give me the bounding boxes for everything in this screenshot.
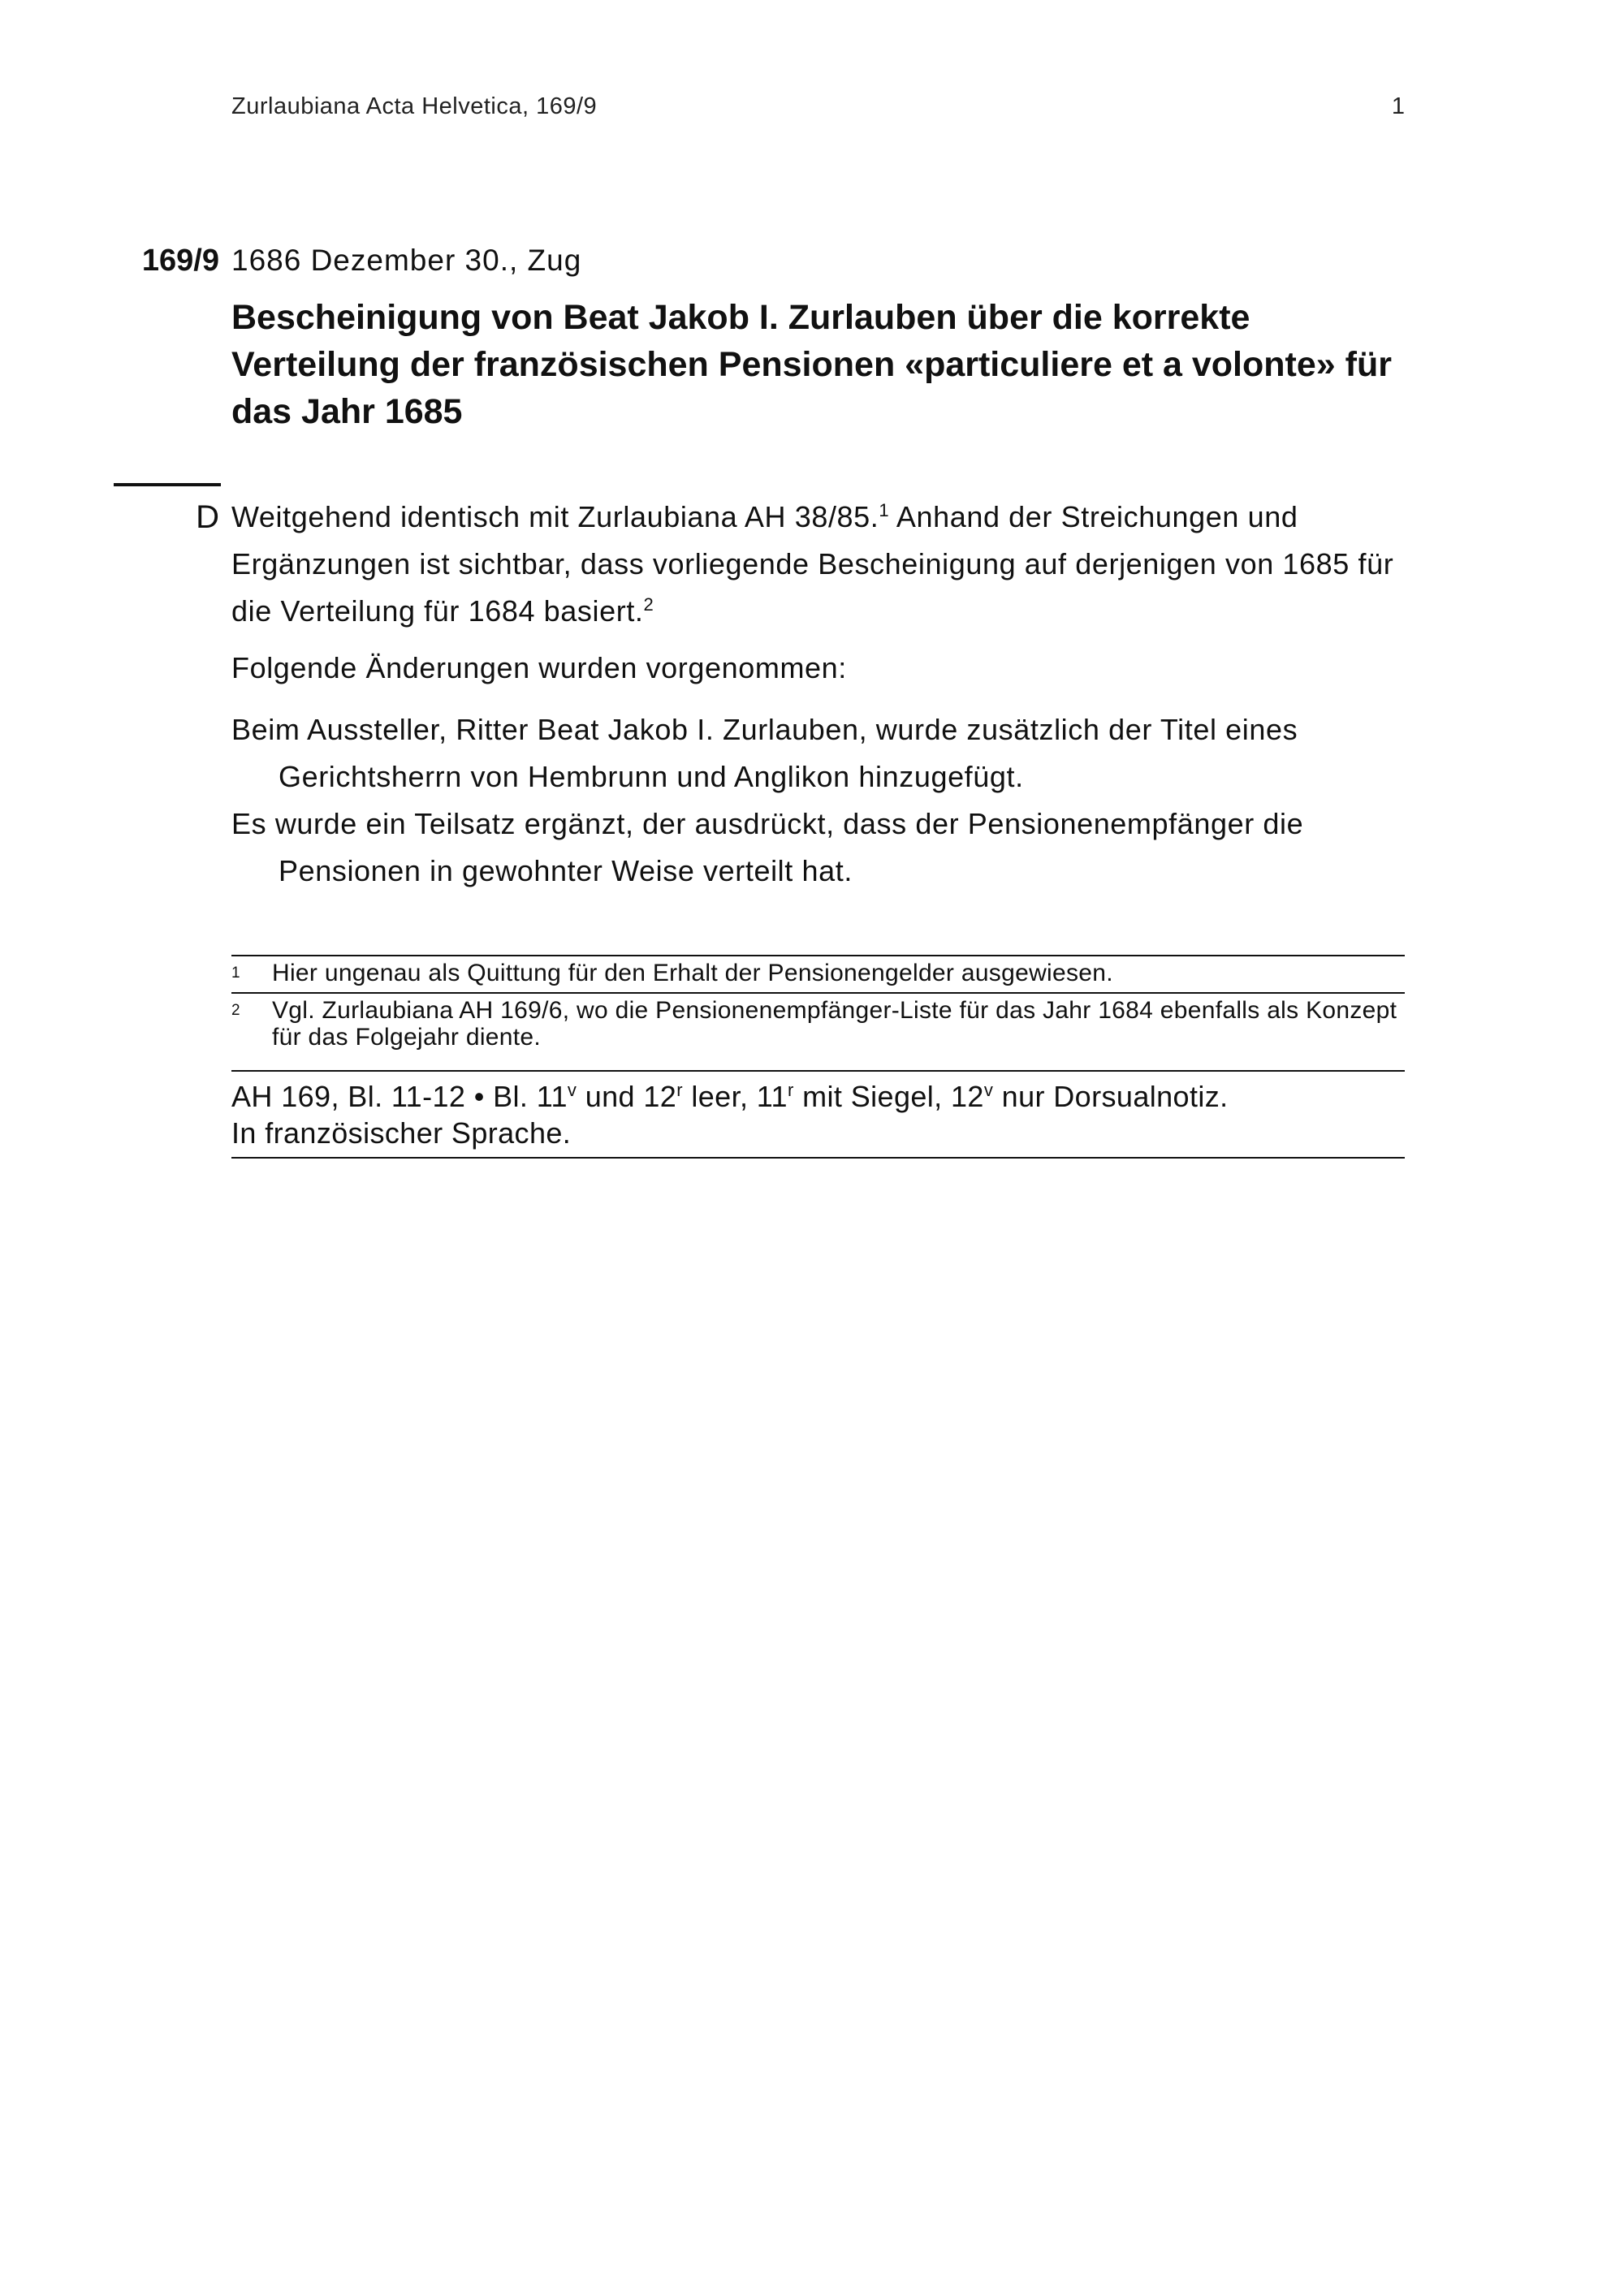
footnote-rule bbox=[231, 992, 1405, 994]
source-line-1 bbox=[231, 1078, 1405, 1115]
description-paragraph bbox=[231, 494, 1401, 635]
footnote-ref-2[interactable]: 2 bbox=[643, 594, 654, 615]
description-text-1: Weitgehend identisch mit Zurlaubiana AH 38/85. bbox=[231, 500, 879, 533]
source-rule-bottom bbox=[231, 1157, 1405, 1159]
source-text-1: AH 169, Bl. 11-12 • Bl. 11 bbox=[231, 1080, 568, 1113]
page-number: 1 bbox=[1391, 93, 1405, 119]
source-text-2: und 12 bbox=[577, 1080, 677, 1113]
source-sup-4: v bbox=[983, 1080, 994, 1100]
source-sup-1: v bbox=[567, 1080, 577, 1100]
section-divider bbox=[114, 483, 221, 486]
footnote-ref-1[interactable]: 1 bbox=[879, 500, 890, 520]
document-date: 1686 Dezember 30., Zug bbox=[231, 244, 582, 277]
footnote-2 bbox=[231, 997, 1405, 1051]
footnote-text-2: Vgl. Zurlaubiana AH 169/6, wo die Pensionenempfänger-Liste für das Jahr 1684 ebenfalls als Konzept für das Folgejahr diente. bbox=[272, 997, 1397, 1051]
footnote-rule bbox=[231, 955, 1405, 956]
source-text-5: nur Dorsualnotiz. bbox=[993, 1080, 1229, 1113]
source-sup-3: r bbox=[787, 1080, 794, 1100]
source-text-4: mit Siegel, 12 bbox=[793, 1080, 984, 1113]
change-item-1: Beim Aussteller, Ritter Beat Jakob I. Zurlauben, wurde zusätzlich der Titel eines Gerichtsherrn von Hembrunn und Anglikon hinzugefügt. bbox=[231, 713, 1298, 793]
description-text-2: Anhand der Streichungen und Ergänzungen ist sichtbar, dass vorliegende Bescheinigung auf derjenigen von 1685 für die Verteilung für 1684 basiert. bbox=[231, 500, 1394, 628]
change-item-2: Es wurde ein Teilsatz ergänzt, der ausdrückt, dass der Pensionenempfänger die Pensionen in gewohnter Weise verteilt hat. bbox=[231, 807, 1304, 887]
source-text-3: leer, 11 bbox=[682, 1080, 788, 1113]
document-title: Bescheinigung von Beat Jakob I. Zurlauben über die korrekte Verteilung der französischen Pensionen «particuliere et a volonte» für das Jahr 1685 bbox=[231, 298, 1392, 431]
document-number: 169/9 bbox=[141, 244, 219, 278]
source-line-2: In französischer Sprache. bbox=[231, 1116, 572, 1150]
footnote-mark-2: 2 bbox=[231, 1002, 240, 1019]
running-head: Zurlaubiana Acta Helvetica, 169/9 bbox=[231, 93, 598, 119]
footnote-text-1: Hier ungenau als Quittung für den Erhalt der Pensionengelder ausgewiesen. bbox=[272, 960, 1113, 986]
source-sup-2: r bbox=[676, 1080, 683, 1100]
section-letter: D bbox=[196, 499, 219, 535]
source-rule-top bbox=[231, 1070, 1405, 1072]
footnote-mark-1: 1 bbox=[231, 965, 240, 982]
changes-intro: Folgende Änderungen wurden vorgenommen: bbox=[231, 651, 847, 684]
footnote-1 bbox=[231, 960, 1405, 986]
source-note bbox=[231, 1078, 1405, 1151]
